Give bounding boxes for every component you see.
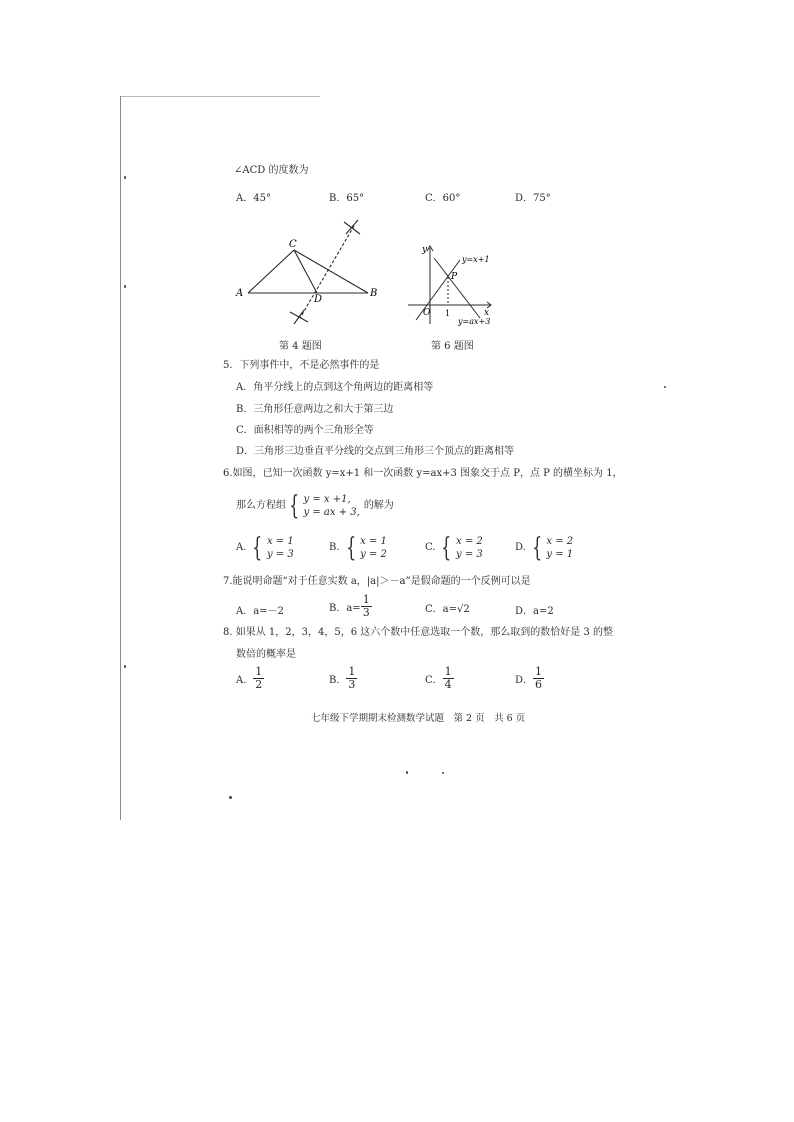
- scan-speck: [124, 665, 126, 668]
- q6-option-d-row1: x = 2: [546, 536, 574, 547]
- q7-option-b-denominator: 3: [362, 606, 370, 619]
- arc-mark-top: [344, 220, 360, 234]
- q5-option-b: B．三角形任意两边之和大于第三边: [236, 404, 394, 415]
- q6-equation-system: [286, 493, 360, 519]
- q6-option-d-row2: y = 1: [546, 549, 574, 560]
- brace-symbol: {: [441, 533, 452, 563]
- point-c-label: C: [289, 239, 297, 250]
- point-b-label: B: [370, 288, 378, 299]
- q8-option-b: [329, 666, 357, 691]
- scan-speck: [406, 771, 408, 774]
- q7-option-c-value: √2: [457, 604, 470, 615]
- q8-stem-line2: 数倍的概率是: [236, 649, 296, 660]
- q6-option-c: [425, 535, 483, 561]
- q6-option-b: [329, 535, 387, 561]
- brace-symbol: {: [532, 533, 543, 563]
- q8-option-c-denominator: 4: [444, 678, 452, 691]
- y-axis-label: y: [422, 245, 428, 255]
- origin-label: O: [423, 308, 431, 318]
- q6-tail: 的解为: [363, 500, 394, 511]
- q4-option-a: A．45°: [236, 193, 271, 204]
- segment-ac: [248, 250, 294, 293]
- q8-option-d: [515, 666, 544, 691]
- q8-option-a-label: A．: [236, 675, 254, 686]
- scan-speck: [442, 772, 444, 774]
- q6-option-d-label: D.: [515, 542, 526, 553]
- q7-option-d: D．a=2: [515, 606, 554, 617]
- page-footer: 七年级下学期期末检测数学试题 第 2 页 共 6 页: [311, 713, 526, 724]
- q8-option-d-denominator: 6: [535, 678, 543, 691]
- brace-symbol: {: [252, 533, 263, 563]
- q5-stem: 5．下列事件中，不是必然事件的是: [223, 360, 380, 371]
- figure-4: [234, 214, 384, 329]
- point-a-label: A: [236, 288, 244, 299]
- q4-tail-text: ∠ACD 的度数为: [234, 165, 309, 176]
- scan-speck: [229, 796, 232, 799]
- figure-6: [404, 238, 504, 328]
- q8-option-d-label: D．: [515, 675, 534, 686]
- q8-option-a-denominator: 2: [255, 678, 263, 691]
- q6-option-b-row1: x = 1: [360, 536, 387, 547]
- scan-speck: [664, 386, 666, 388]
- q7-option-b: [329, 594, 372, 619]
- q8-option-d-numerator: 1: [535, 665, 543, 678]
- arc-mark-bottom: [290, 310, 308, 324]
- scan-speck: [124, 176, 126, 179]
- q7-option-c-label: C．a=: [425, 604, 457, 615]
- q6-equation-2: y = ax + 3,: [303, 507, 360, 518]
- figure-6-caption: 第 6 题图: [431, 341, 474, 352]
- point-p-label: P: [451, 272, 458, 282]
- x-axis-label: x: [484, 308, 490, 318]
- q8-option-c-numerator: 1: [444, 665, 452, 678]
- q6-option-a-row2: y = 3: [266, 549, 294, 560]
- line2-label: y=ax+3: [458, 317, 491, 326]
- scan-edge-left: [120, 96, 121, 820]
- q6-lead: 那么方程组: [236, 500, 286, 511]
- q6-equation-1: y = x +1,: [303, 494, 351, 505]
- q6-stem: 6.如图，已知一次函数 y=x+1 和一次函数 y=ax+3 图象交于点 P，点 P 的横坐标为 1，: [223, 468, 623, 479]
- q6-option-c-row1: x = 2: [456, 536, 483, 547]
- perpendicular-bisector: [300, 226, 354, 318]
- q8-option-a: [236, 666, 264, 691]
- brace-symbol: {: [289, 491, 300, 521]
- scan-edge-top: [120, 96, 320, 97]
- q6-system-line: [236, 493, 394, 519]
- q8-option-a-numerator: 1: [255, 665, 263, 678]
- q6-option-a-row1: x = 1: [266, 536, 294, 547]
- figure-4-caption: 第 4 题图: [279, 341, 322, 352]
- q6-option-b-row2: y = 2: [360, 549, 387, 560]
- q4-option-d: D．75°: [515, 193, 551, 204]
- q5-option-a: A．角平分线上的点到这个角两边的距离相等: [236, 382, 434, 393]
- q6-option-a-label: A.: [236, 542, 247, 553]
- point-d-label: D: [314, 294, 323, 305]
- q7-option-a: A．a=－2: [236, 606, 284, 617]
- q8-option-b-numerator: 1: [348, 665, 356, 678]
- q7-option-b-numerator: 1: [362, 593, 370, 606]
- brace-symbol: {: [345, 533, 356, 563]
- q8-option-b-label: B．: [329, 675, 347, 686]
- q6-option-b-label: B.: [329, 542, 340, 553]
- line1-label: y=x+1: [462, 255, 490, 264]
- scan-speck: [124, 285, 126, 288]
- q6-option-c-label: C.: [425, 542, 436, 553]
- line-y-ax-plus-3: [434, 258, 480, 318]
- q8-option-c: [425, 666, 454, 691]
- q7-stem: 7.能说明命题“对于任意实数 a，|a|＞－a”是假命题的一个反例可以是: [223, 576, 531, 587]
- q6-option-c-row2: y = 3: [456, 549, 483, 560]
- tick-1-label: 1: [445, 309, 451, 318]
- q7-option-c: [425, 600, 470, 615]
- q4-option-c: C．60°: [425, 193, 461, 204]
- q8-option-b-denominator: 3: [348, 678, 356, 691]
- q5-option-c: C．面积相等的两个三角形全等: [236, 425, 374, 436]
- q6-option-d: [515, 535, 573, 561]
- q5-option-d: D．三角形三边垂直平分线的交点到三角形三个顶点的距离相等: [236, 446, 515, 457]
- q6-option-a: [236, 535, 294, 561]
- q7-option-b-label: B．a=: [329, 603, 361, 614]
- q4-option-b: B．65°: [329, 193, 365, 204]
- q8-option-c-label: C．: [425, 675, 443, 686]
- q8-stem: 8. 如果从 1，2，3，4，5，6 这六个数中任意选取一个数，那么取到的数恰好是 3 的整: [223, 627, 613, 638]
